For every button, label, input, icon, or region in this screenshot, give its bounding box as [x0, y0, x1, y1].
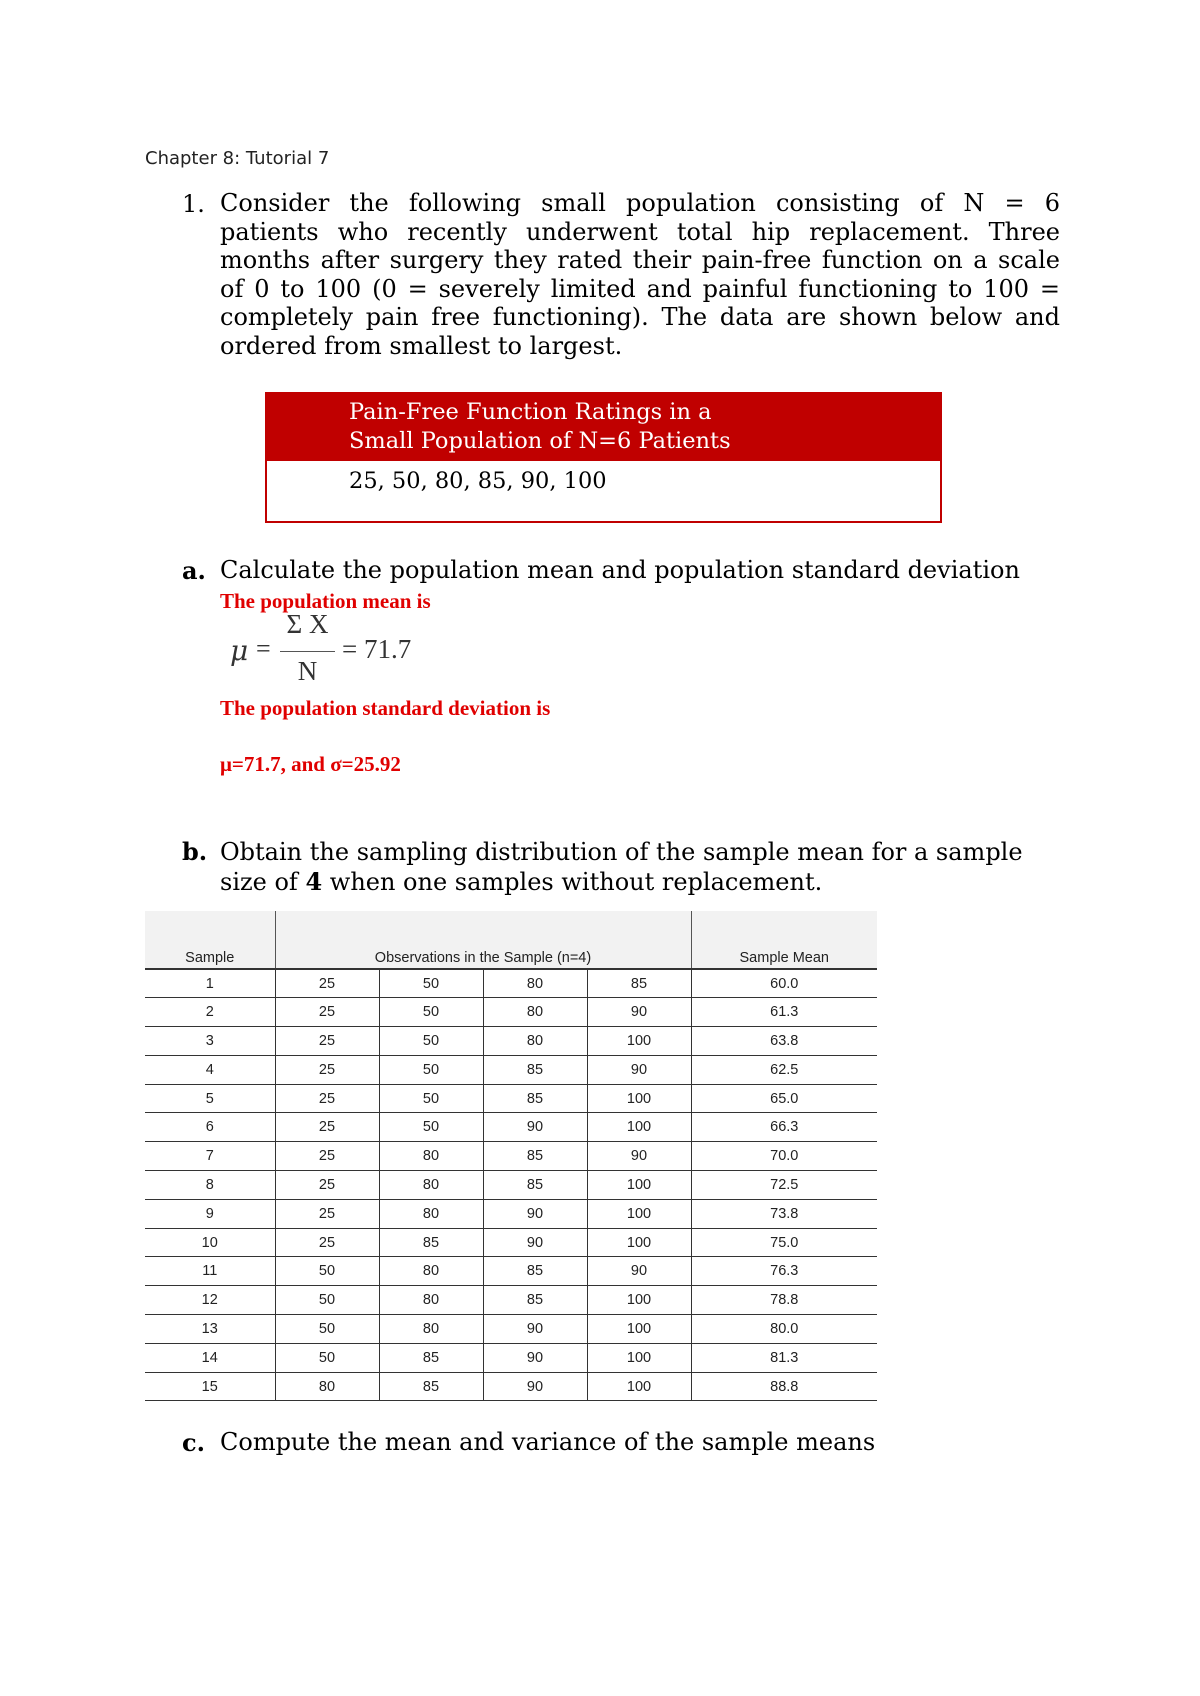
sample-number-cell: 4 — [145, 1055, 275, 1084]
observation-cell: 80 — [379, 1257, 483, 1286]
table-row — [145, 969, 877, 998]
table-row — [145, 998, 877, 1027]
observation-cell: 50 — [379, 1084, 483, 1113]
observation-cell: 90 — [483, 1113, 587, 1142]
sample-number-cell: 5 — [145, 1084, 275, 1113]
sample-number-cell: 7 — [145, 1142, 275, 1171]
observation-cell: 85 — [483, 1286, 587, 1315]
observation-cell: 90 — [483, 1199, 587, 1228]
observation-cell: 85 — [483, 1171, 587, 1200]
observation-cell: 85 — [483, 1257, 587, 1286]
observation-cell: 25 — [275, 1084, 379, 1113]
part-a-text: Calculate the population mean and population standard deviation — [220, 556, 1020, 584]
observation-cell: 100 — [587, 1084, 691, 1113]
observation-cell: 25 — [275, 1055, 379, 1084]
observation-cell: 90 — [483, 1343, 587, 1372]
sample-number-cell: 6 — [145, 1113, 275, 1142]
observation-cell: 100 — [587, 1113, 691, 1142]
observation-cell: 100 — [587, 1343, 691, 1372]
answer: μ=71.7, and σ=25.92 — [220, 752, 401, 776]
observation-cell: 25 — [275, 1199, 379, 1228]
sample-mean-cell: 70.0 — [691, 1142, 877, 1171]
table-row — [145, 1257, 877, 1286]
observation-cell: 80 — [275, 1372, 379, 1401]
observation-cell: 100 — [587, 1027, 691, 1056]
table-row — [145, 1343, 877, 1372]
fraction-bar — [280, 651, 335, 652]
observation-cell: 50 — [379, 998, 483, 1027]
observation-cell: 25 — [275, 1171, 379, 1200]
observation-cell: 85 — [379, 1228, 483, 1257]
sample-mean-cell: 65.0 — [691, 1084, 877, 1113]
sd-label: The population standard deviation is — [220, 696, 551, 720]
part-b-sample-size: 4 — [305, 867, 323, 896]
header-observations: Observations in the Sample (n=4) — [275, 911, 691, 969]
observation-cell: 100 — [587, 1171, 691, 1200]
observation-cell: 80 — [379, 1142, 483, 1171]
sample-mean-cell: 63.8 — [691, 1027, 877, 1056]
sample-mean-cell: 66.3 — [691, 1113, 877, 1142]
observation-cell: 25 — [275, 1113, 379, 1142]
observation-cell: 80 — [379, 1315, 483, 1344]
observation-cell: 85 — [483, 1084, 587, 1113]
observation-cell: 100 — [587, 1228, 691, 1257]
observation-cell: 90 — [483, 1315, 587, 1344]
header-sample-mean: Sample Mean — [691, 911, 877, 969]
observation-cell: 50 — [275, 1343, 379, 1372]
observation-cell: 50 — [275, 1315, 379, 1344]
observation-cell: 80 — [483, 1027, 587, 1056]
table-row — [145, 1372, 877, 1401]
table-row — [145, 1228, 877, 1257]
population-values: 25, 50, 80, 85, 90, 100 — [349, 468, 607, 494]
sample-number-cell: 11 — [145, 1257, 275, 1286]
sample-number-cell: 12 — [145, 1286, 275, 1315]
sample-mean-cell: 60.0 — [691, 969, 877, 998]
mean-formula — [220, 609, 420, 692]
table-row — [145, 1171, 877, 1200]
part-a-letter: a. — [182, 556, 206, 585]
observation-cell: 85 — [379, 1343, 483, 1372]
question-line: months after surgery they rated their pain-free function on a scale — [220, 246, 1060, 274]
observation-cell: 90 — [483, 1372, 587, 1401]
part-b-line2-post: when one samples without replacement. — [322, 868, 823, 896]
formula-numerator: Σ X — [286, 609, 329, 639]
sample-number-cell: 15 — [145, 1372, 275, 1401]
sample-number-cell: 2 — [145, 998, 275, 1027]
table-row — [145, 1027, 877, 1056]
table-row — [145, 1055, 877, 1084]
sample-number-cell: 1 — [145, 969, 275, 998]
sample-number-cell: 10 — [145, 1228, 275, 1257]
observation-cell: 25 — [275, 1228, 379, 1257]
part-c-text: Compute the mean and variance of the sample means — [220, 1428, 876, 1456]
sample-mean-cell: 88.8 — [691, 1372, 877, 1401]
table-row — [145, 1142, 877, 1171]
sample-number-cell: 13 — [145, 1315, 275, 1344]
sample-mean-cell: 80.0 — [691, 1315, 877, 1344]
sample-mean-cell: 61.3 — [691, 998, 877, 1027]
formula-result: = 71.7 — [342, 634, 412, 664]
sample-number-cell: 3 — [145, 1027, 275, 1056]
question-line: completely pain free functioning). The data are shown below and — [220, 303, 1060, 331]
population-table — [265, 392, 942, 523]
part-b-line1: Obtain the sampling distribution of the sample mean for a sample — [220, 838, 1023, 866]
mean-label: The population mean is — [220, 589, 431, 613]
observation-cell: 80 — [379, 1199, 483, 1228]
part-b-text — [220, 837, 1023, 897]
sample-table — [145, 911, 877, 1401]
question-number: 1. — [182, 190, 205, 218]
observation-cell: 80 — [379, 1286, 483, 1315]
observation-cell: 80 — [379, 1171, 483, 1200]
observation-cell: 85 — [483, 1055, 587, 1084]
sample-mean-cell: 62.5 — [691, 1055, 877, 1084]
table-row — [145, 1113, 877, 1142]
question-line: patients who recently underwent total hip replacement. Three — [220, 217, 1060, 246]
observation-cell: 50 — [275, 1286, 379, 1315]
sample-number-cell: 14 — [145, 1343, 275, 1372]
part-c-letter: c. — [182, 1428, 205, 1457]
table-row — [145, 1084, 877, 1113]
sample-mean-cell: 75.0 — [691, 1228, 877, 1257]
table-row — [145, 1315, 877, 1344]
observation-cell: 50 — [379, 1055, 483, 1084]
formula-equals: = — [256, 634, 271, 663]
formula-denominator: N — [297, 656, 318, 686]
observation-cell: 50 — [379, 969, 483, 998]
population-table-title-line1: Pain-Free Function Ratings in a — [349, 399, 712, 425]
observation-cell: 90 — [483, 1228, 587, 1257]
observation-cell: 90 — [587, 1142, 691, 1171]
question-line: Consider the following small population consisting of N = 6 — [220, 189, 1060, 217]
part-b-line2-pre: size of — [220, 868, 306, 896]
observation-cell: 100 — [587, 1286, 691, 1315]
observation-cell: 80 — [483, 969, 587, 998]
page-header: Chapter 8: Tutorial 7 — [145, 148, 330, 169]
observation-cell: 25 — [275, 998, 379, 1027]
sample-mean-cell: 76.3 — [691, 1257, 877, 1286]
observation-cell: 100 — [587, 1199, 691, 1228]
table-row — [145, 1199, 877, 1228]
observation-cell: 25 — [275, 1142, 379, 1171]
mu-symbol: μ — [230, 634, 249, 667]
observation-cell: 85 — [587, 969, 691, 998]
observation-cell: 50 — [379, 1027, 483, 1056]
table-row — [145, 1286, 877, 1315]
sample-mean-cell: 73.8 — [691, 1199, 877, 1228]
population-table-header — [267, 394, 940, 461]
sample-mean-cell: 72.5 — [691, 1171, 877, 1200]
question-line: ordered from smallest to largest. — [220, 331, 623, 360]
observation-cell: 100 — [587, 1372, 691, 1401]
observation-cell: 50 — [379, 1113, 483, 1142]
question-text — [220, 189, 1060, 360]
observation-cell: 85 — [379, 1372, 483, 1401]
sample-mean-cell: 78.8 — [691, 1286, 877, 1315]
sample-number-cell: 9 — [145, 1199, 275, 1228]
population-table-title-line2: Small Population of N=6 Patients — [349, 428, 731, 454]
sample-number-cell: 8 — [145, 1171, 275, 1200]
observation-cell: 90 — [587, 1257, 691, 1286]
observation-cell: 90 — [587, 1055, 691, 1084]
observation-cell: 85 — [483, 1142, 587, 1171]
observation-cell: 90 — [587, 998, 691, 1027]
question-line: of 0 to 100 (0 = severely limited and painful functioning to 100 = — [220, 274, 1060, 303]
header-sample: Sample — [145, 911, 275, 969]
sample-mean-cell: 81.3 — [691, 1343, 877, 1372]
observation-cell: 80 — [483, 998, 587, 1027]
part-b-letter: b. — [182, 837, 208, 866]
observation-cell: 25 — [275, 969, 379, 998]
observation-cell: 50 — [275, 1257, 379, 1286]
observation-cell: 25 — [275, 1027, 379, 1056]
observation-cell: 100 — [587, 1315, 691, 1344]
